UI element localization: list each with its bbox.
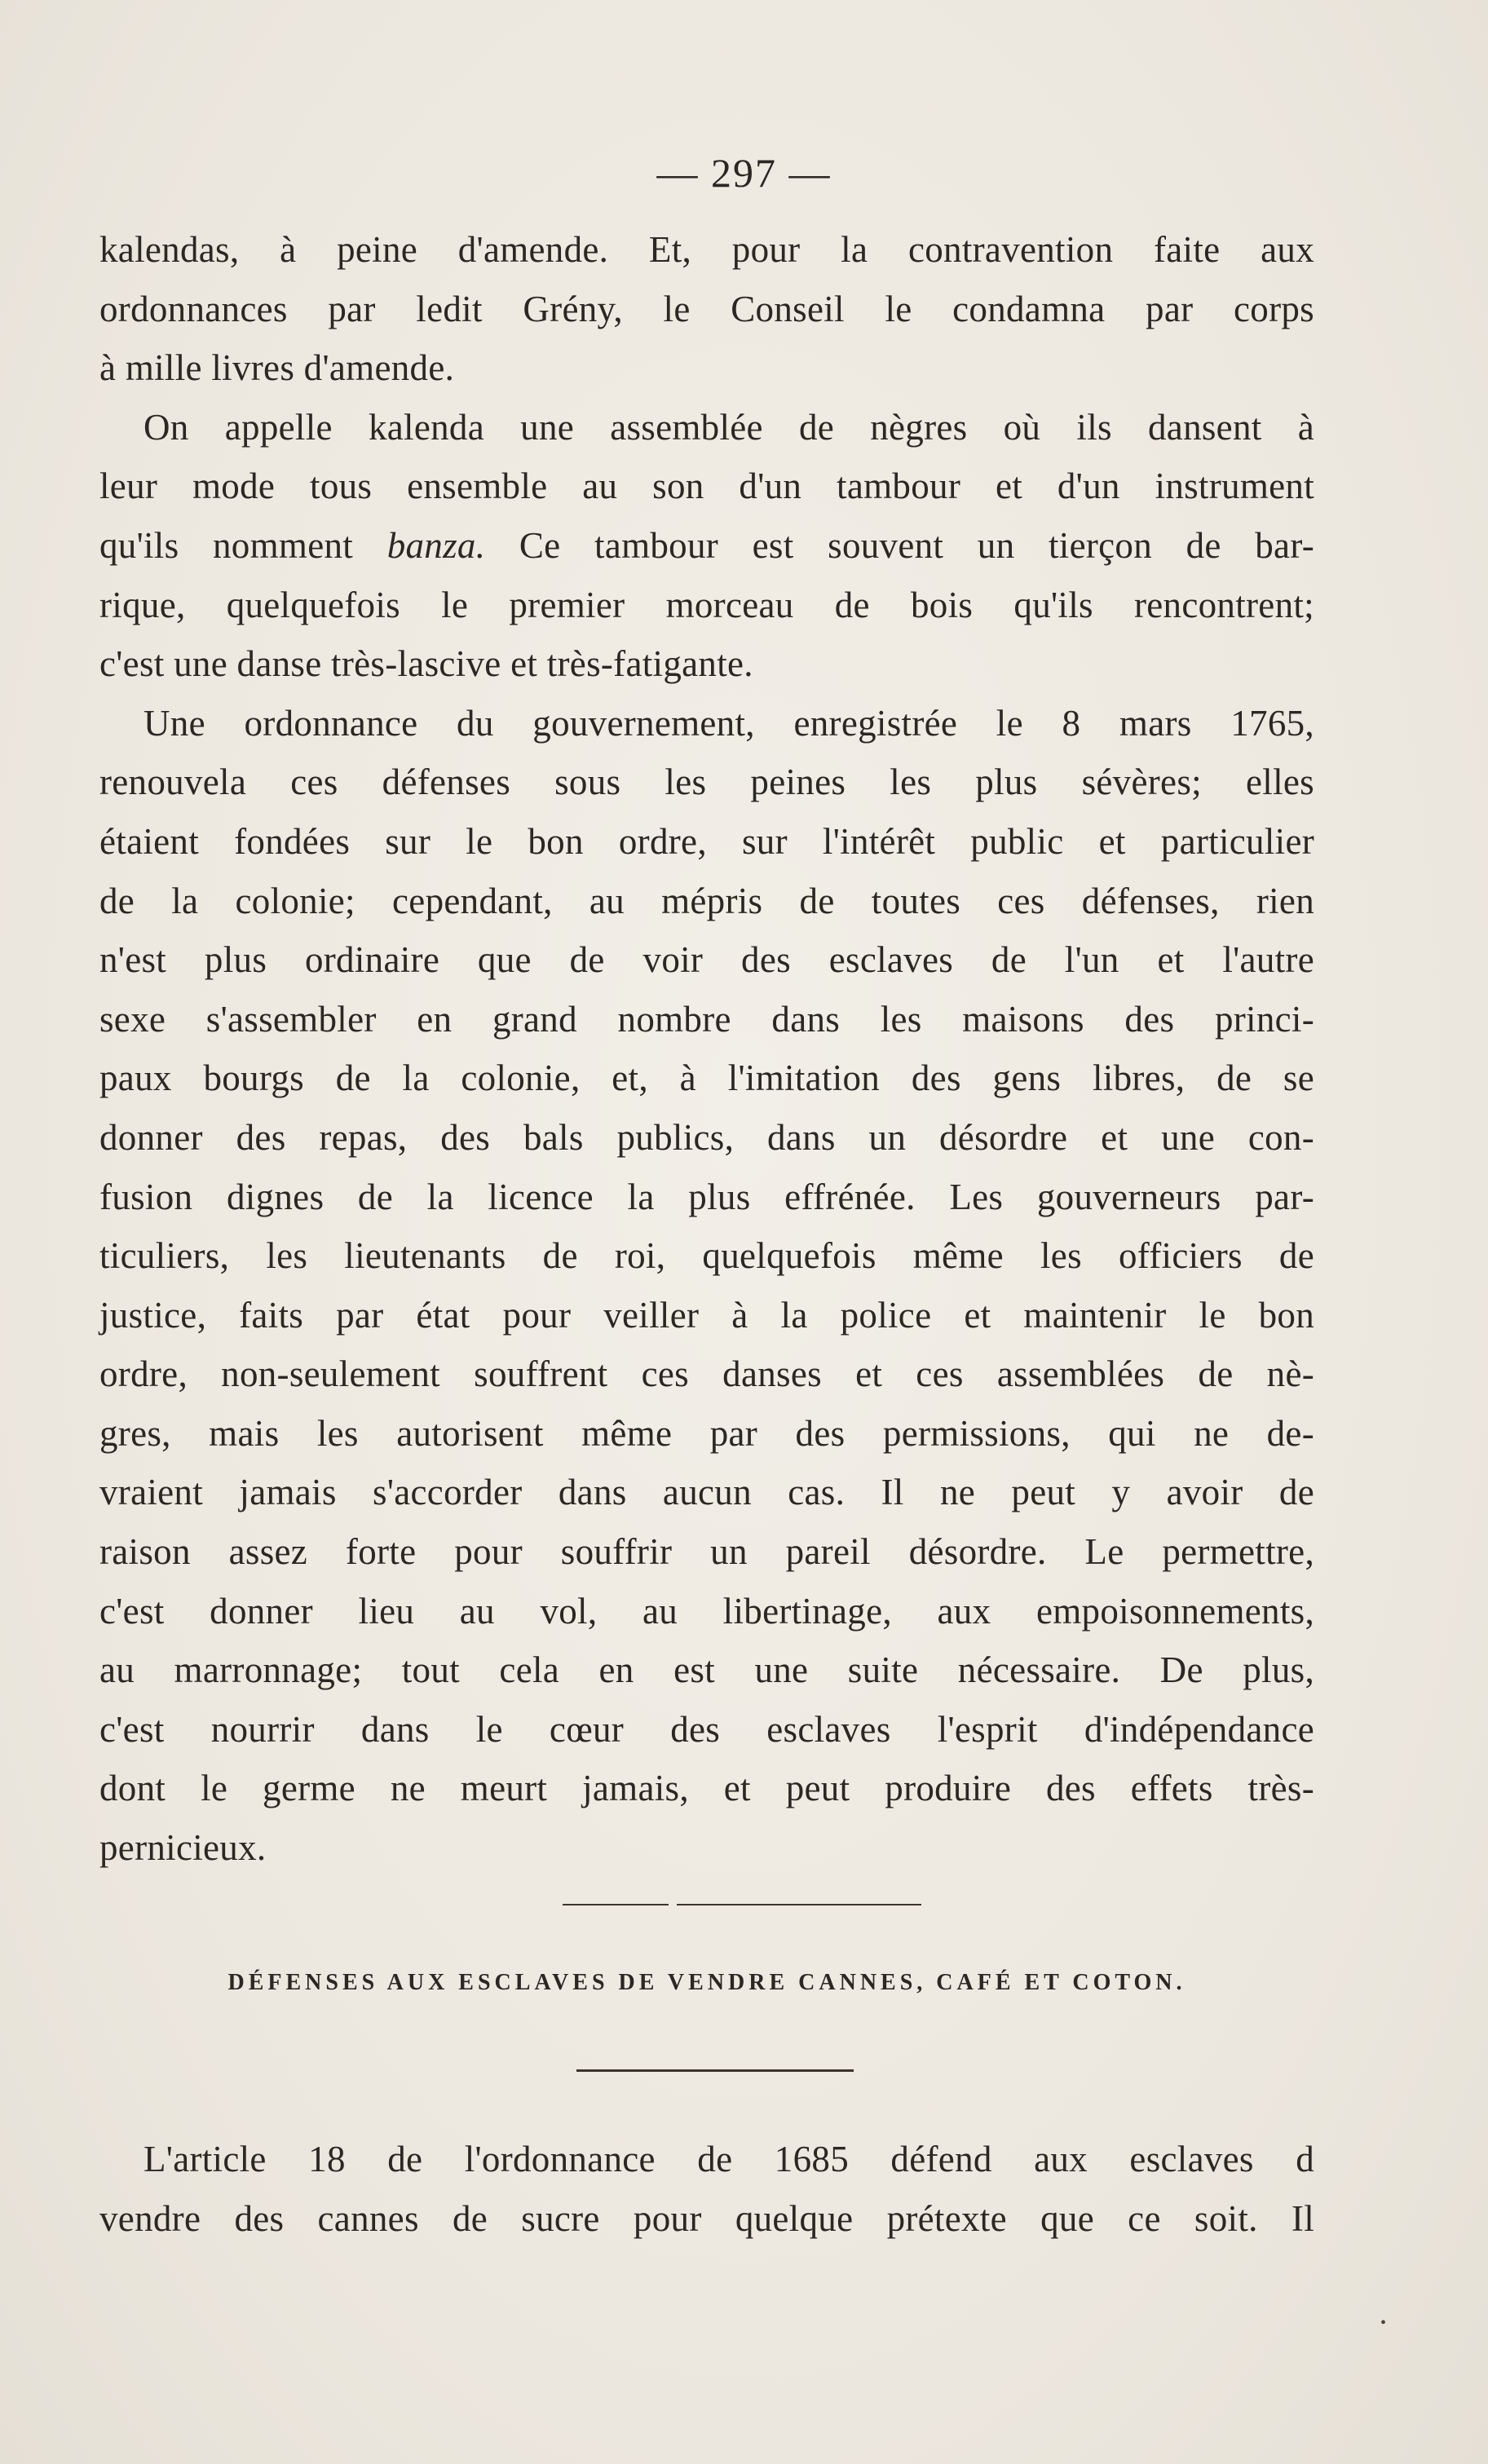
text-line: vraient jamais s'accorder dans aucun cas. Il ne peut y avoir de bbox=[99, 1472, 1314, 1513]
text-line: Une ordonnance du gouvernement, enregistrée le 8 mars 1765, bbox=[144, 702, 1314, 744]
page-number: — 297 — bbox=[656, 150, 832, 196]
text-line: à mille livres d'amende. bbox=[99, 347, 455, 389]
section-body-text bbox=[99, 2130, 1314, 2248]
section-heading: DÉFENSES AUX ESCLAVES DE VENDRE CANNES, CAFÉ ET COTON. bbox=[227, 1970, 1186, 1995]
text-line: justice, faits par état pour veiller à la police et maintenir le bon bbox=[99, 1294, 1314, 1336]
text-line: renouvela ces défenses sous les peines les plus sévères; elles bbox=[99, 762, 1314, 803]
text-line: au marronnage; tout cela en est une suite nécessaire. De plus, bbox=[99, 1649, 1314, 1691]
text-line: n'est plus ordinaire que de voir des esclaves de l'un et l'autre bbox=[99, 939, 1314, 981]
text-line: fusion dignes de la licence la plus effrénée. Les gouverneurs par- bbox=[99, 1176, 1314, 1217]
text-line-with-italic bbox=[99, 516, 1314, 576]
body-text bbox=[99, 220, 1314, 1878]
text-line: donner des repas, des bals publics, dans un désordre et une con- bbox=[99, 1116, 1314, 1158]
text-line: rique, quelquefois le premier morceau de bois qu'ils rencontrent; bbox=[99, 584, 1314, 625]
text-line: c'est une danse très-lascive et très-fatigante. bbox=[99, 643, 753, 685]
text-line: ticuliers, les lieutenants de roi, quelquefois même les officiers de bbox=[99, 1235, 1314, 1277]
ink-speck: • bbox=[1380, 2314, 1387, 2332]
text-line: L'article 18 de l'ordonnance de 1685 défend aux esclaves d bbox=[144, 2139, 1314, 2179]
section-divider-top bbox=[563, 1904, 921, 1909]
text-line: sexe s'assembler en grand nombre dans les maisons des princi- bbox=[99, 998, 1314, 1040]
text-line: ordonnances par ledit Grény, le Conseil le condamna par corps bbox=[99, 288, 1314, 329]
text-line: étaient fondées sur le bon ordre, sur l'intérêt public et particulier bbox=[99, 820, 1314, 862]
italic-term: banza. bbox=[386, 524, 486, 566]
text-line: On appelle kalenda une assemblée de nègres où ils dansent à bbox=[144, 406, 1314, 448]
text-line: c'est donner lieu au vol, au libertinage, aux empoisonnements, bbox=[99, 1590, 1314, 1632]
text-line: c'est nourrir dans le cœur des esclaves l'esprit d'indépendance bbox=[99, 1708, 1314, 1750]
text-line: vendre des cannes de sucre pour quelque prétexte que ce soit. Il bbox=[99, 2197, 1314, 2239]
divider-segment bbox=[677, 1904, 921, 1905]
text-line: de la colonie; cependant, au mépris de toutes ces défenses, rien bbox=[99, 880, 1314, 921]
text-line: leur mode tous ensemble au son d'un tambour et d'un instrument bbox=[99, 466, 1314, 507]
text-line: paux bourgs de la colonie, et, à l'imitation des gens libres, de se bbox=[99, 1058, 1314, 1099]
text-line: dont le germe ne meurt jamais, et peut produire des effets très- bbox=[99, 1768, 1314, 1809]
text-fragment: Ce tambour est souvent un tierçon de bar- bbox=[485, 524, 1315, 566]
text-line: kalendas, à peine d'amende. Et, pour la contravention faite aux bbox=[99, 229, 1314, 270]
text-line: gres, mais les autorisent même par des permissions, qui ne de- bbox=[99, 1412, 1314, 1454]
text-line: raison assez forte pour souffrir un pareil désordre. Le permettre, bbox=[99, 1531, 1314, 1573]
text-line: pernicieux. bbox=[99, 1827, 267, 1869]
text-fragment: qu'ils nomment bbox=[99, 524, 387, 566]
text-line: ordre, non-seulement souffrent ces danses et ces assemblées de nè- bbox=[99, 1353, 1314, 1395]
divider-segment bbox=[563, 1904, 669, 1905]
section-divider-bottom bbox=[576, 2069, 854, 2072]
